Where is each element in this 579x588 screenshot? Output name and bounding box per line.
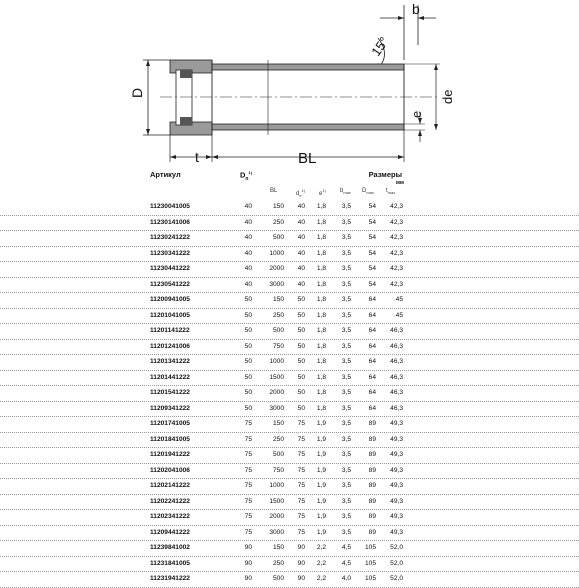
table-row	[0, 293, 579, 309]
cell-de: 75	[297, 482, 305, 489]
table-row	[0, 448, 579, 464]
cell-b: 3,5	[341, 451, 351, 458]
cell-dn: 50	[244, 373, 252, 381]
cell-e: 1,8	[316, 311, 326, 319]
cell-art: 11231841005	[150, 559, 190, 567]
cell-D: 64	[368, 342, 376, 350]
cell-b: 3,5	[341, 435, 351, 443]
cell-bl: 250	[272, 435, 284, 443]
cell-dn: 75	[244, 497, 252, 505]
cell-de: 40	[297, 203, 305, 210]
cell-D: 64	[368, 311, 376, 319]
cell-D: 64	[368, 327, 376, 334]
cell-e: 1,8	[316, 234, 326, 241]
label-t: t	[195, 149, 199, 165]
cell-dn: 75	[244, 528, 252, 536]
cell-art: 11209441222	[150, 528, 190, 536]
table-row	[0, 510, 579, 526]
label-D: D	[129, 87, 145, 98]
cell-b: 3,5	[341, 528, 351, 536]
cell-art: 11201441222	[150, 373, 190, 381]
cell-e: 1,8	[316, 358, 326, 365]
table-row	[0, 495, 579, 511]
cell-art: 11230341222	[150, 249, 190, 257]
cell-D: 89	[368, 435, 376, 443]
cell-D: 54	[368, 280, 376, 288]
cell-t: 49,3	[390, 435, 403, 443]
cell-D: 64	[368, 404, 376, 412]
cell-art: 11201141222	[150, 327, 190, 334]
cell-bl: 1000	[269, 482, 284, 489]
cell-bl: 3000	[269, 528, 284, 536]
cell-bl: 2000	[269, 265, 284, 272]
cell-de: 40	[297, 249, 305, 257]
cell-de: 40	[297, 218, 305, 226]
cell-art: 11201041005	[150, 311, 190, 319]
table-row	[0, 386, 579, 402]
subheader-t: $t_{max}$	[386, 188, 396, 196]
cell-dn: 50	[244, 358, 252, 365]
cell-b: 3,5	[341, 249, 351, 257]
cell-D: 64	[368, 373, 376, 381]
cell-art: 11201941222	[150, 451, 190, 458]
cell-D: 89	[368, 482, 376, 489]
cell-t: 46,3	[390, 342, 403, 350]
cell-bl: 150	[272, 420, 284, 427]
cell-de: 50	[297, 327, 305, 334]
cell-b: 3,5	[341, 389, 351, 396]
cell-de: 90	[297, 575, 305, 582]
table-row	[0, 355, 579, 371]
table-row	[0, 433, 579, 449]
cell-b: 3,5	[341, 466, 351, 474]
cell-dn: 50	[244, 342, 252, 350]
cell-D: 54	[368, 265, 376, 272]
cell-t: 49,3	[390, 466, 403, 474]
cell-D: 64	[368, 389, 376, 396]
cell-b: 3,5	[341, 265, 351, 272]
cell-t: 49,3	[390, 513, 403, 520]
cell-dn: 50	[244, 389, 252, 396]
cell-D: 89	[368, 497, 376, 505]
cell-e: 1,9	[316, 435, 326, 443]
cell-e: 1,8	[316, 280, 326, 288]
cell-bl: 150	[272, 544, 284, 551]
cell-b: 3,5	[341, 404, 351, 412]
cell-D: 105	[364, 559, 376, 567]
cell-bl: 250	[272, 559, 284, 567]
cell-e: 2,2	[316, 559, 326, 567]
cell-D: 89	[368, 513, 376, 520]
cell-de: 50	[297, 311, 305, 319]
cell-bl: 750	[272, 466, 284, 474]
label-BL: BL	[298, 150, 317, 167]
cell-dn: 40	[244, 249, 252, 257]
cell-bl: 500	[272, 234, 284, 241]
cell-de: 50	[297, 373, 305, 381]
table-row	[0, 324, 579, 340]
cell-bl: 500	[272, 451, 284, 458]
cell-b: 3,5	[341, 280, 351, 288]
header-dn: $D_n^{1)}$	[240, 170, 253, 182]
cell-dn: 75	[244, 513, 252, 520]
cell-D: 54	[368, 249, 376, 257]
cell-b: 4,0	[341, 575, 351, 582]
table-row	[0, 231, 579, 247]
cell-art: 11202341222	[150, 513, 190, 520]
cell-art: 11209341222	[150, 404, 190, 412]
cell-t: 42,3	[390, 249, 403, 257]
table-row	[0, 247, 579, 263]
cell-D: 89	[368, 528, 376, 536]
cell-t: 52,0	[390, 544, 403, 551]
table-row	[0, 479, 579, 495]
cell-e: 1,9	[316, 451, 326, 458]
cell-bl: 250	[272, 218, 284, 226]
cell-t: 42,3	[390, 280, 403, 288]
subheader-de: $d_e^{1)}$	[296, 188, 306, 199]
subheader-b: $b_{max}$	[340, 188, 351, 196]
table-row	[0, 464, 579, 480]
table-row	[0, 216, 579, 232]
cell-de: 75	[297, 528, 305, 536]
cell-D: 54	[368, 234, 376, 241]
cell-t: 45	[395, 296, 403, 303]
subheader-bl: BL	[270, 188, 278, 194]
cell-bl: 500	[272, 327, 284, 334]
cell-art: 11201341222	[150, 358, 190, 365]
cell-e: 1,8	[316, 265, 326, 272]
cell-dn: 50	[244, 311, 252, 319]
cell-de: 40	[297, 265, 305, 272]
cell-dn: 40	[244, 234, 252, 241]
cell-dn: 50	[244, 404, 252, 412]
label-e: e	[409, 110, 424, 118]
cell-e: 1,8	[316, 249, 326, 257]
cell-b: 3,5	[341, 497, 351, 505]
table-row	[0, 402, 579, 418]
header-sizes: Размеры	[368, 170, 402, 179]
cell-bl: 2000	[269, 389, 284, 396]
cell-b: 3,5	[341, 327, 351, 334]
cell-D: 105	[364, 575, 376, 582]
cell-dn: 90	[244, 544, 252, 551]
cell-e: 1,9	[316, 482, 326, 489]
cell-art: 11231941222	[150, 575, 190, 582]
cell-dn: 40	[244, 280, 252, 288]
cell-bl: 3000	[269, 404, 284, 412]
cell-de: 75	[297, 451, 305, 458]
cell-t: 42,3	[390, 265, 403, 272]
cell-bl: 150	[272, 203, 284, 210]
cell-b: 4,5	[341, 544, 351, 551]
cell-bl: 150	[272, 296, 284, 303]
cell-t: 46,3	[390, 389, 403, 396]
cell-b: 3,5	[341, 234, 351, 241]
cell-t: 42,3	[390, 234, 403, 241]
cell-art: 11230441222	[150, 265, 190, 272]
cell-bl: 1500	[269, 373, 284, 381]
cell-dn: 90	[244, 559, 252, 567]
cell-de: 75	[297, 513, 305, 520]
cell-e: 1,9	[316, 497, 326, 505]
label-b: b	[412, 1, 420, 17]
cell-b: 4,5	[341, 559, 351, 567]
cell-de: 75	[297, 497, 305, 505]
cell-art: 11201741005	[150, 420, 190, 427]
cell-de: 50	[297, 342, 305, 350]
cell-de: 40	[297, 234, 305, 241]
cell-b: 3,5	[341, 482, 351, 489]
cell-art: 11202041006	[150, 466, 190, 474]
cell-e: 1,8	[316, 218, 326, 226]
cell-de: 75	[297, 466, 305, 474]
cell-de: 50	[297, 296, 305, 303]
cell-D: 105	[364, 544, 376, 551]
cell-t: 52,0	[390, 575, 403, 582]
cell-e: 1,8	[316, 296, 326, 303]
cell-t: 49,3	[390, 420, 403, 427]
cell-e: 1,8	[316, 389, 326, 396]
cell-D: 64	[368, 358, 376, 365]
label-angle: 15°	[368, 34, 392, 59]
cell-art: 11230141006	[150, 218, 190, 226]
cell-art: 11230041005	[150, 203, 190, 210]
cell-D: 64	[368, 296, 376, 303]
cell-bl: 1000	[269, 358, 284, 365]
table-row	[0, 572, 579, 588]
cell-b: 3,5	[341, 296, 351, 303]
cell-t: 52,0	[390, 559, 403, 567]
cell-e: 1,9	[316, 528, 326, 536]
cell-dn: 90	[244, 575, 252, 582]
cell-D: 89	[368, 466, 376, 474]
table-row	[0, 417, 579, 433]
cell-b: 3,5	[341, 203, 351, 210]
cell-b: 3,5	[341, 373, 351, 381]
table-row	[0, 262, 579, 278]
cell-t: 46,3	[390, 404, 403, 412]
cell-e: 1,8	[316, 404, 326, 412]
label-de: de	[440, 89, 455, 104]
cell-de: 40	[297, 280, 305, 288]
cell-art: 11200941005	[150, 296, 190, 303]
table-row	[0, 278, 579, 294]
cell-bl: 1000	[269, 249, 284, 257]
cell-b: 3,5	[341, 218, 351, 226]
cell-de: 50	[297, 404, 305, 412]
cell-e: 2,2	[316, 575, 326, 582]
cell-t: 42,3	[390, 218, 403, 226]
cell-e: 1,9	[316, 420, 326, 427]
table-row	[0, 541, 579, 557]
cell-e: 2,2	[316, 544, 326, 551]
cell-art: 11201241006	[150, 342, 190, 350]
cell-dn: 40	[244, 265, 252, 272]
cell-e: 1,8	[316, 203, 326, 210]
cell-de: 50	[297, 389, 305, 396]
cell-bl: 750	[272, 342, 284, 350]
cell-D: 54	[368, 203, 376, 210]
cell-bl: 500	[272, 575, 284, 582]
cell-t: 45	[395, 311, 403, 319]
cell-D: 89	[368, 420, 376, 427]
cell-t: 49,3	[390, 528, 403, 536]
cell-t: 42,3	[390, 203, 403, 210]
cell-dn: 50	[244, 296, 252, 303]
cell-de: 90	[297, 559, 305, 567]
cell-art: 11201841005	[150, 435, 190, 443]
cell-bl: 3000	[269, 280, 284, 288]
table-row	[0, 200, 579, 216]
cell-de: 90	[297, 544, 305, 551]
cell-bl: 250	[272, 311, 284, 319]
table-row	[0, 309, 579, 325]
cell-dn: 50	[244, 327, 252, 334]
cell-art: 11230241222	[150, 234, 190, 241]
header-article: Артикул	[150, 170, 181, 179]
cell-b: 3,5	[341, 311, 351, 319]
subheader-D: $D_{max}$	[362, 188, 374, 196]
cell-art: 11202241222	[150, 497, 190, 505]
cell-t: 46,3	[390, 358, 403, 365]
cell-t: 49,3	[390, 497, 403, 505]
cell-dn: 75	[244, 466, 252, 474]
header-unit: мм	[395, 180, 404, 186]
cell-art: 11230541222	[150, 280, 190, 288]
cell-dn: 40	[244, 218, 252, 226]
cell-b: 3,5	[341, 358, 351, 365]
cell-art: 11239841002	[150, 544, 190, 551]
table-row	[0, 557, 579, 573]
subheader-e: $e^{1)}$	[319, 188, 326, 197]
cell-D: 89	[368, 451, 376, 458]
cell-bl: 2000	[269, 513, 284, 520]
cell-bl: 1500	[269, 497, 284, 505]
table-row	[0, 371, 579, 387]
cell-dn: 75	[244, 435, 252, 443]
cell-de: 75	[297, 420, 305, 427]
cell-t: 49,3	[390, 451, 403, 458]
cell-b: 3,5	[341, 420, 351, 427]
cell-e: 1,9	[316, 466, 326, 474]
cell-de: 50	[297, 358, 305, 365]
cell-dn: 40	[244, 203, 252, 210]
cell-e: 1,8	[316, 373, 326, 381]
cell-b: 3,5	[341, 513, 351, 520]
cell-de: 75	[297, 435, 305, 443]
cell-dn: 75	[244, 451, 252, 458]
cell-e: 1,8	[316, 327, 326, 334]
cell-t: 46,3	[390, 373, 403, 381]
cell-art: 11202141222	[150, 482, 190, 489]
table-row	[0, 340, 579, 356]
cell-dn: 75	[244, 420, 252, 427]
table-row	[0, 526, 579, 542]
cell-t: 46,3	[390, 327, 403, 334]
cell-b: 3,5	[341, 342, 351, 350]
cell-e: 1,8	[316, 342, 326, 350]
cell-dn: 75	[244, 482, 252, 489]
cell-t: 49,3	[390, 482, 403, 489]
pipe-drawing	[0, 0, 579, 170]
cell-art: 11201541222	[150, 389, 190, 396]
cell-D: 54	[368, 218, 376, 226]
cell-e: 1,9	[316, 513, 326, 520]
